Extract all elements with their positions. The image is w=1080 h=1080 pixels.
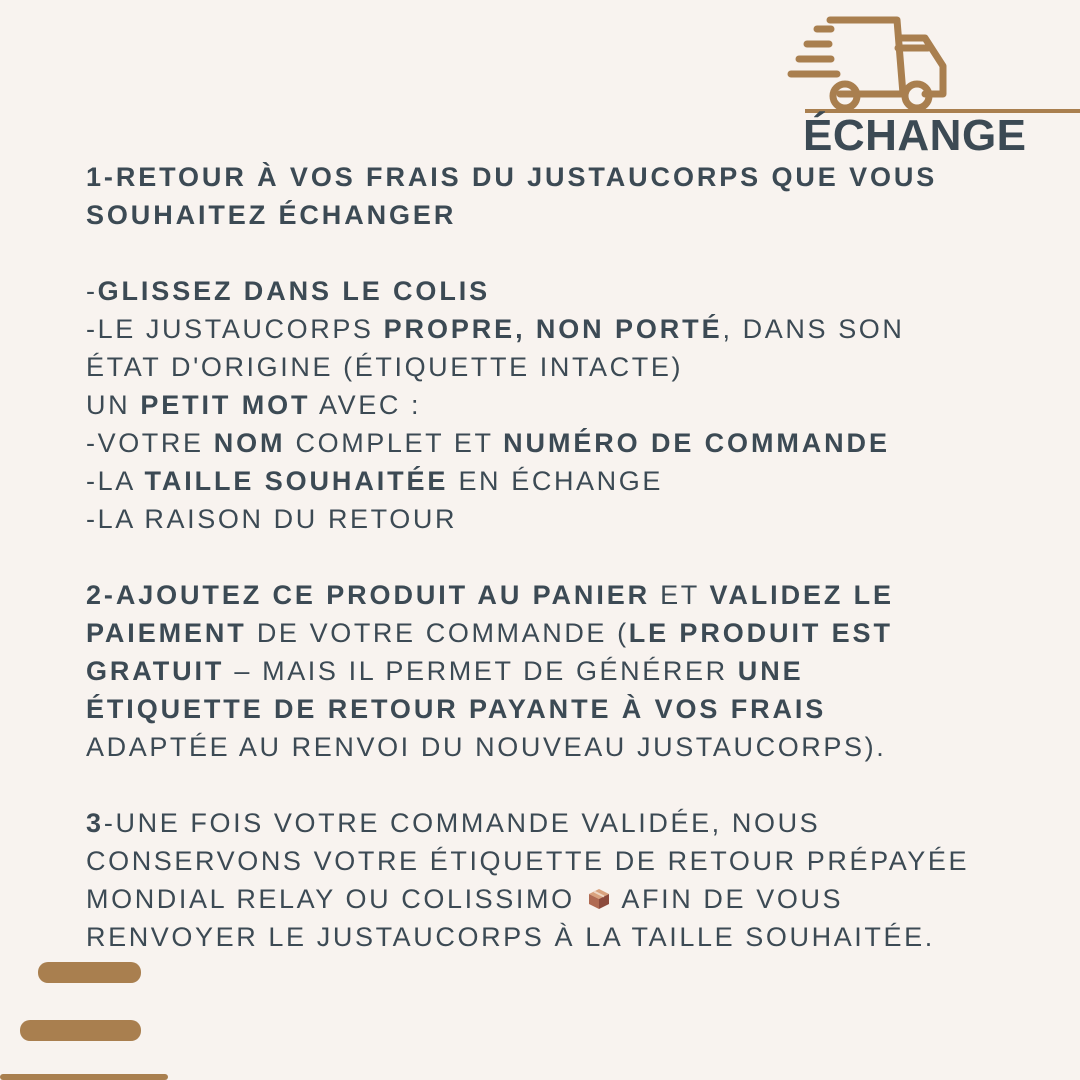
decorative-bar: [20, 1020, 141, 1041]
step1-title-cont: SOUHAITEZ ÉCHANGER: [86, 200, 457, 230]
step3-line2: CONSERVONS VOTRE ÉTIQUETTE DE RETOUR PRÉPAYÉE: [86, 846, 970, 876]
page-title: ÉCHANGE: [803, 111, 1027, 160]
step2-line5: ADAPTÉE AU RENVOI DU NOUVEAU JUSTAUCORPS).: [86, 732, 887, 762]
step2-line1: 2-AJOUTEZ CE PRODUIT AU PANIER ET VALIDEZ LE: [86, 580, 894, 610]
parcel-item-clean-cont: ÉTAT D'ORIGINE (ÉTIQUETTE INTACTE): [86, 352, 684, 382]
step2-line2: PAIEMENT DE VOTRE COMMANDE (LE PRODUIT EST: [86, 618, 893, 648]
step3-line3: MONDIAL RELAY OU COLISSIMO AFIN DE VOUS: [86, 884, 844, 914]
parcel-item-clean: -LE JUSTAUCORPS PROPRE, NON PORTÉ, DANS SON: [86, 314, 905, 344]
note-heading: UN PETIT MOT AVEC :: [86, 390, 422, 420]
parcel-heading: -GLISSEZ DANS LE COLIS: [86, 276, 491, 306]
note-item-reason: -LA RAISON DU RETOUR: [86, 504, 458, 534]
step2-line4: ÉTIQUETTE DE RETOUR PAYANTE À VOS FRAIS: [86, 694, 827, 724]
decorative-bar: [38, 962, 141, 983]
step3-line1: 3-UNE FOIS VOTRE COMMANDE VALIDÉE, NOUS: [86, 808, 821, 838]
delivery-truck-icon: [785, 14, 1080, 118]
note-item-name: -VOTRE NOM COMPLET ET NUMÉRO DE COMMANDE: [86, 428, 890, 458]
step2-line3: GRATUIT – MAIS IL PERMET DE GÉNÉRER UNE: [86, 656, 804, 686]
decorative-bar: [0, 1074, 168, 1080]
package-icon: [587, 887, 611, 911]
step1-title: 1-RETOUR À VOS FRAIS DU JUSTAUCORPS QUE VOUS: [86, 162, 938, 192]
note-item-size: -LA TAILLE SOUHAITÉE EN ÉCHANGE: [86, 466, 663, 496]
exchange-instructions: [86, 158, 1056, 956]
step3-line4: RENVOYER LE JUSTAUCORPS À LA TAILLE SOUHAITÉE.: [86, 922, 935, 952]
